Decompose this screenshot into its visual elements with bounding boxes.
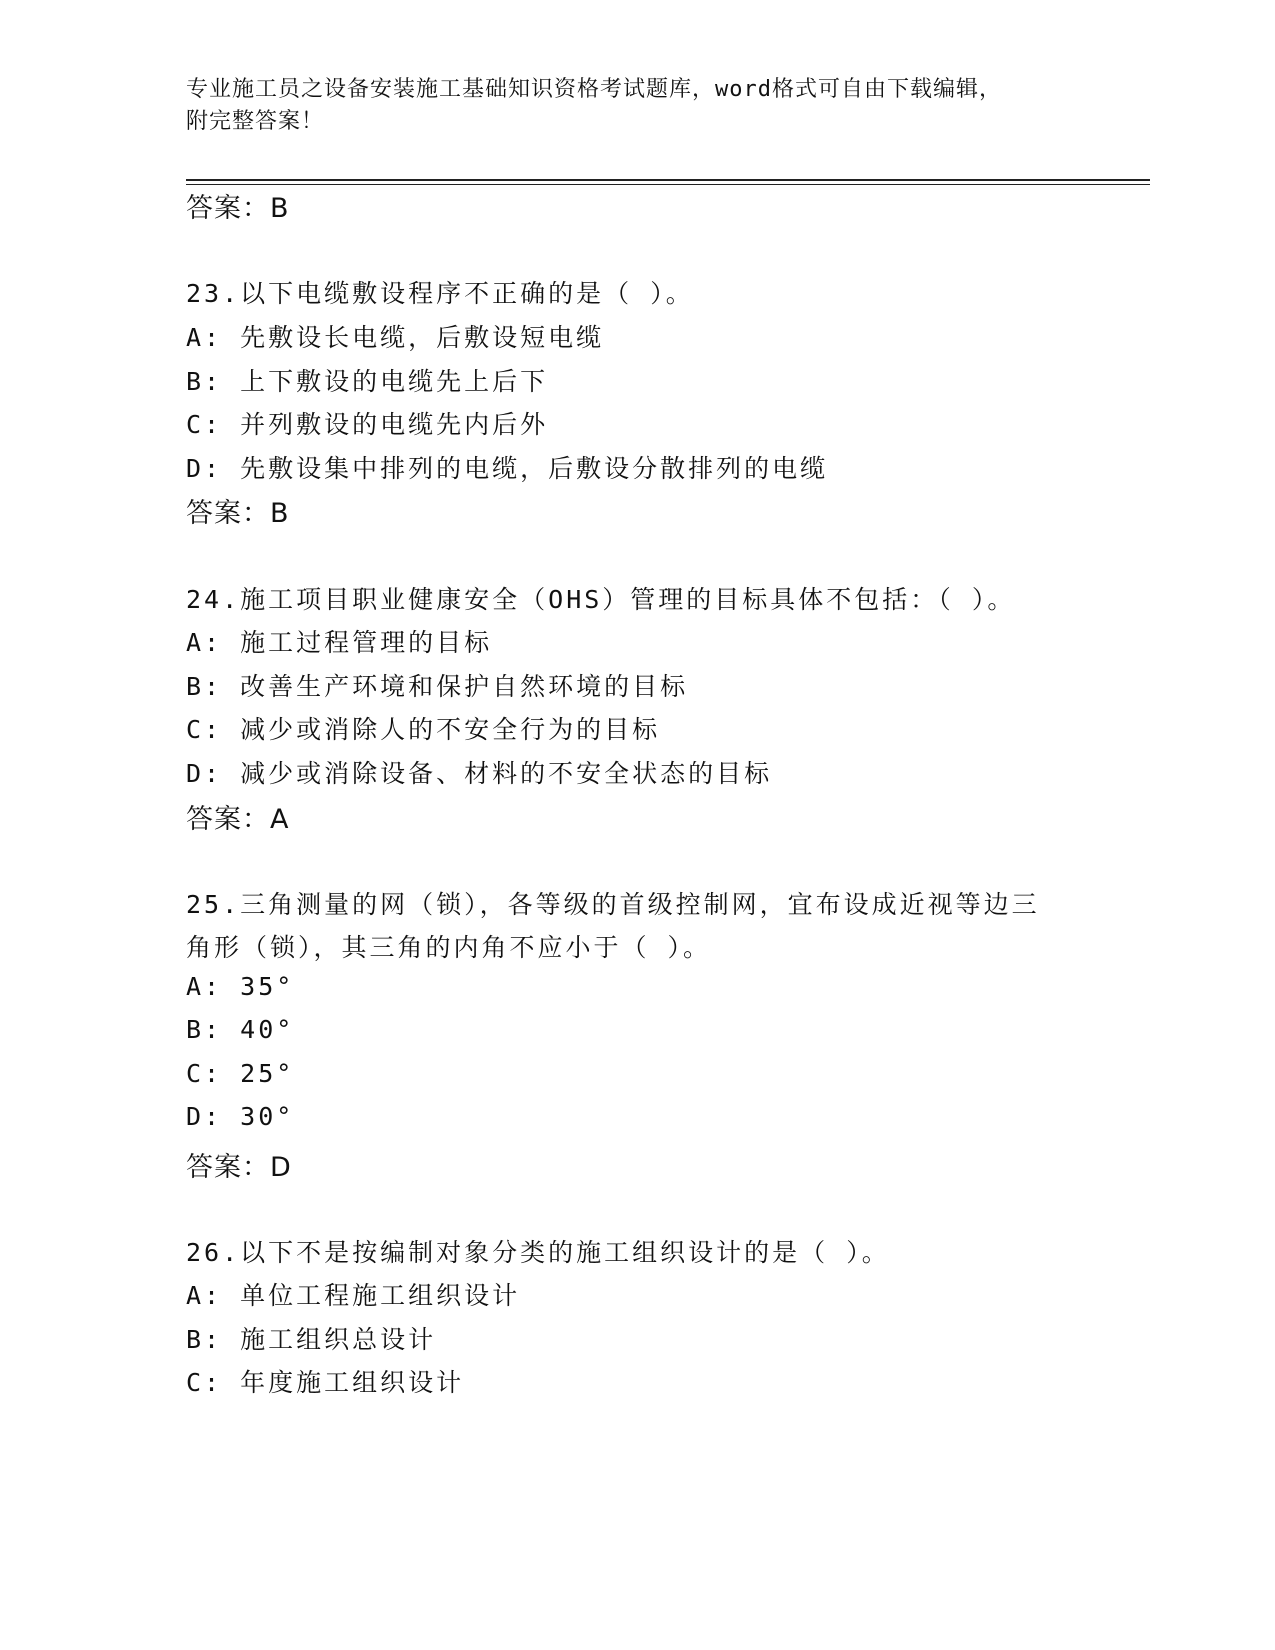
answer-line: 答案：B: [186, 498, 290, 529]
question-24: 24.施工项目职业健康安全（OHS）管理的目标具体不包括：（ ）。: [186, 585, 1016, 614]
question-23: 23.以下电缆敷设程序不正确的是（ ）。: [186, 279, 694, 308]
header-rule-thick: [186, 179, 1150, 181]
option-a: A: 施工过程管理的目标: [186, 628, 493, 657]
option-d: D: 先敷设集中排列的电缆，后敷设分散排列的电缆: [186, 454, 829, 483]
document-header: [186, 74, 1086, 138]
question-25: 25.三角测量的网（锁），各等级的首级控制网，宜布设成近视等边三: [186, 890, 1040, 919]
header-line-1: 专业施工员之设备安装施工基础知识资格考试题库，word格式可自由下载编辑，: [186, 77, 1002, 102]
option-b: B: 改善生产环境和保护自然环境的目标: [186, 672, 689, 701]
option-a: A: 单位工程施工组织设计: [186, 1281, 521, 1310]
option-c: C: 25°: [186, 1059, 295, 1088]
header-rule-thin: [186, 184, 1150, 185]
option-c: C: 减少或消除人的不安全行为的目标: [186, 715, 661, 744]
option-c: C: 并列敷设的电缆先内后外: [186, 410, 549, 439]
answer-line: 答案：D: [186, 1152, 292, 1183]
question-26: 26.以下不是按编制对象分类的施工组织设计的是（ ）。: [186, 1238, 890, 1267]
option-a: A: 先敷设长电缆，后敷设短电缆: [186, 323, 605, 352]
option-d: D: 30°: [186, 1102, 295, 1131]
answer-line: 答案：B: [186, 193, 290, 224]
option-b: B: 40°: [186, 1015, 295, 1044]
option-b: B: 上下敷设的电缆先上后下: [186, 367, 549, 396]
option-c: C: 年度施工组织设计: [186, 1368, 465, 1397]
option-d: D: 减少或消除设备、材料的不安全状态的目标: [186, 759, 773, 788]
option-a: A: 35°: [186, 972, 295, 1001]
answer-line: 答案：A: [186, 804, 290, 835]
question-25-continuation: 角形（锁），其三角的内角不应小于（ ）。: [186, 933, 712, 962]
header-line-2: 附完整答案！: [186, 109, 325, 134]
option-b: B: 施工组织总设计: [186, 1325, 437, 1354]
